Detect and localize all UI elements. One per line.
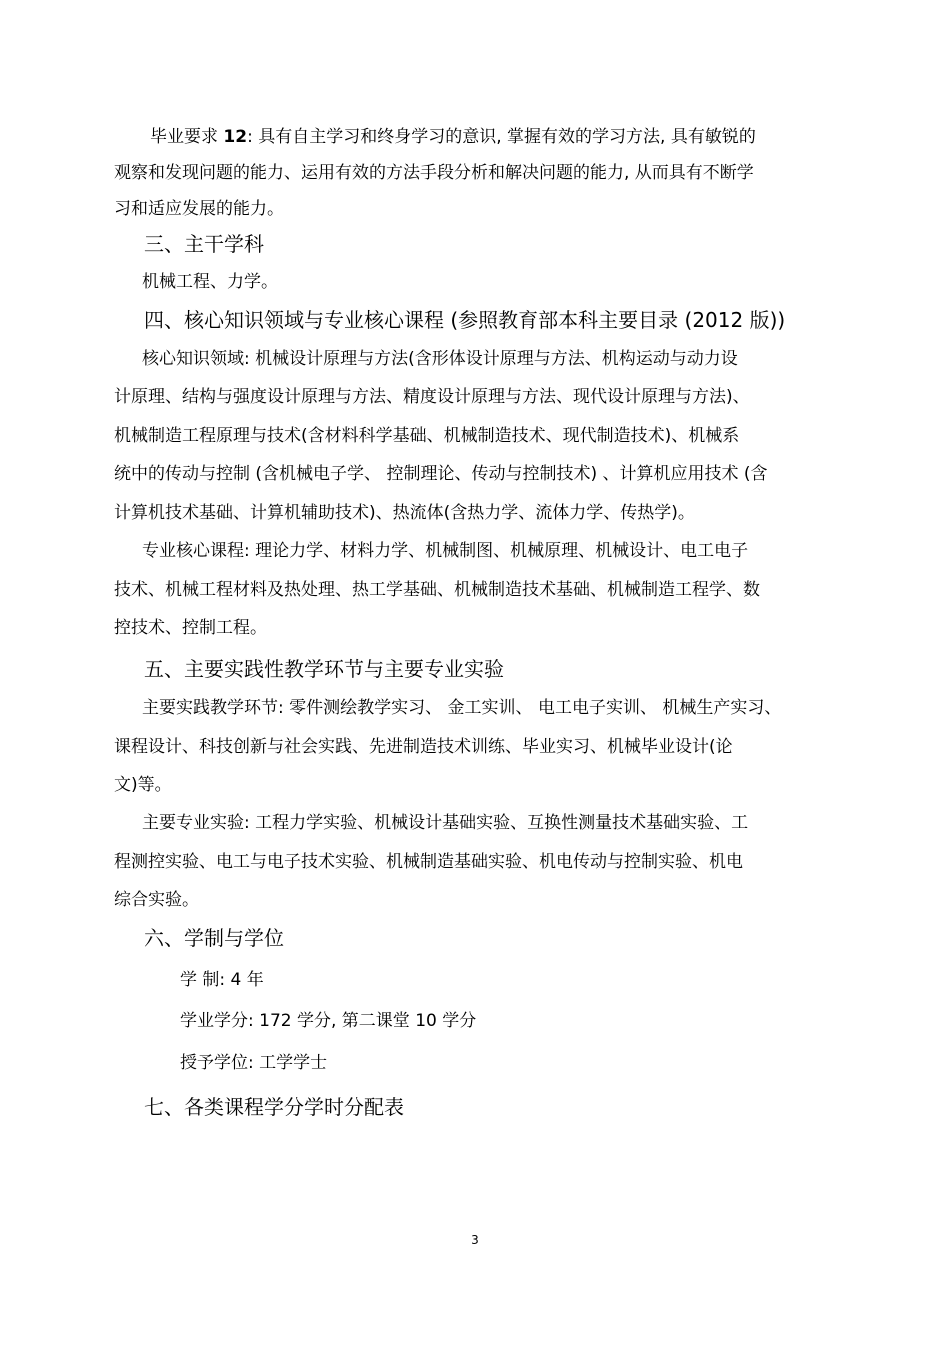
degree-awarded: 授予学位: 工学学士: [180, 1053, 328, 1073]
section-6-heading: 六、学制与学位: [144, 926, 284, 950]
req12-line-3: 习和适应发展的能力。: [114, 199, 284, 219]
core-knowledge-line-2: 计原理、结构与强度设计原理与方法、精度设计原理与方法、现代设计原理与方法)、: [114, 387, 750, 407]
req12-line-1: [150, 126, 756, 148]
page-number: 3: [471, 1233, 479, 1247]
study-duration: 学 制: 4 年: [180, 970, 264, 990]
req12-line-2: 观察和发现问题的能力、运用有效的方法手段分析和解决问题的能力, 从而具有不断学: [114, 163, 754, 183]
core-knowledge-line-3: 机械制造工程原理与技术(含材料科学基础、机械制造技术、现代制造技术)、机械系: [114, 426, 740, 446]
section-5-heading: 五、主要实践性教学环节与主要专业实验: [144, 657, 504, 681]
req12-line-1-rest: : 具有自主学习和终身学习的意识, 掌握有效的学习方法, 具有敏锐的: [247, 127, 756, 147]
section-7-heading: 七、各类课程学分学时分配表: [144, 1095, 404, 1119]
experiment-line-2: 程测控实验、电工与电子技术实验、机械制造基础实验、机电传动与控制实验、机电: [114, 852, 743, 872]
practice-line-2: 课程设计、科技创新与社会实践、先进制造技术训练、毕业实习、机械毕业设计(论: [114, 737, 733, 757]
practice-line-3: 文)等。: [114, 775, 172, 795]
core-course-line-2: 技术、机械工程材料及热处理、热工学基础、机械制造技术基础、机械制造工程学、数: [114, 580, 760, 600]
academic-credits: 学业学分: 172 学分, 第二课堂 10 学分: [180, 1011, 477, 1031]
req12-number: 12: [223, 127, 248, 147]
experiment-line-3: 综合实验。: [114, 890, 199, 910]
practice-line-1: 主要实践教学环节: 零件测绘教学实习、 金工实训、 电工电子实训、 机械生产实习、: [142, 698, 782, 718]
section-3-heading: 三、主干学科: [144, 232, 264, 256]
core-knowledge-line-4: 统中的传动与控制 (含机械电子学、 控制理论、传动与控制技术) 、计算机应用技术 (含: [114, 464, 768, 484]
req12-lead: 毕业要求: [150, 127, 218, 147]
core-course-line-1: 专业核心课程: 理论力学、材料力学、机械制图、机械原理、机械设计、电工电子: [142, 541, 749, 561]
experiment-line-1: 主要专业实验: 工程力学实验、机械设计基础实验、互换性测量技术基础实验、工: [142, 813, 749, 833]
section-4-heading: 四、核心知识领域与专业核心课程 (参照教育部本科主要目录 (2012 版)): [144, 308, 786, 332]
core-knowledge-line-5: 计算机技术基础、计算机辅助技术)、热流体(含热力学、流体力学、传热学)。: [114, 503, 695, 523]
section-3-body: 机械工程、力学。: [142, 272, 278, 292]
core-course-line-3: 控技术、控制工程。: [114, 618, 267, 638]
core-knowledge-line-1: 核心知识领域: 机械设计原理与方法(含形体设计原理与方法、机构运动与动力设: [142, 349, 738, 369]
